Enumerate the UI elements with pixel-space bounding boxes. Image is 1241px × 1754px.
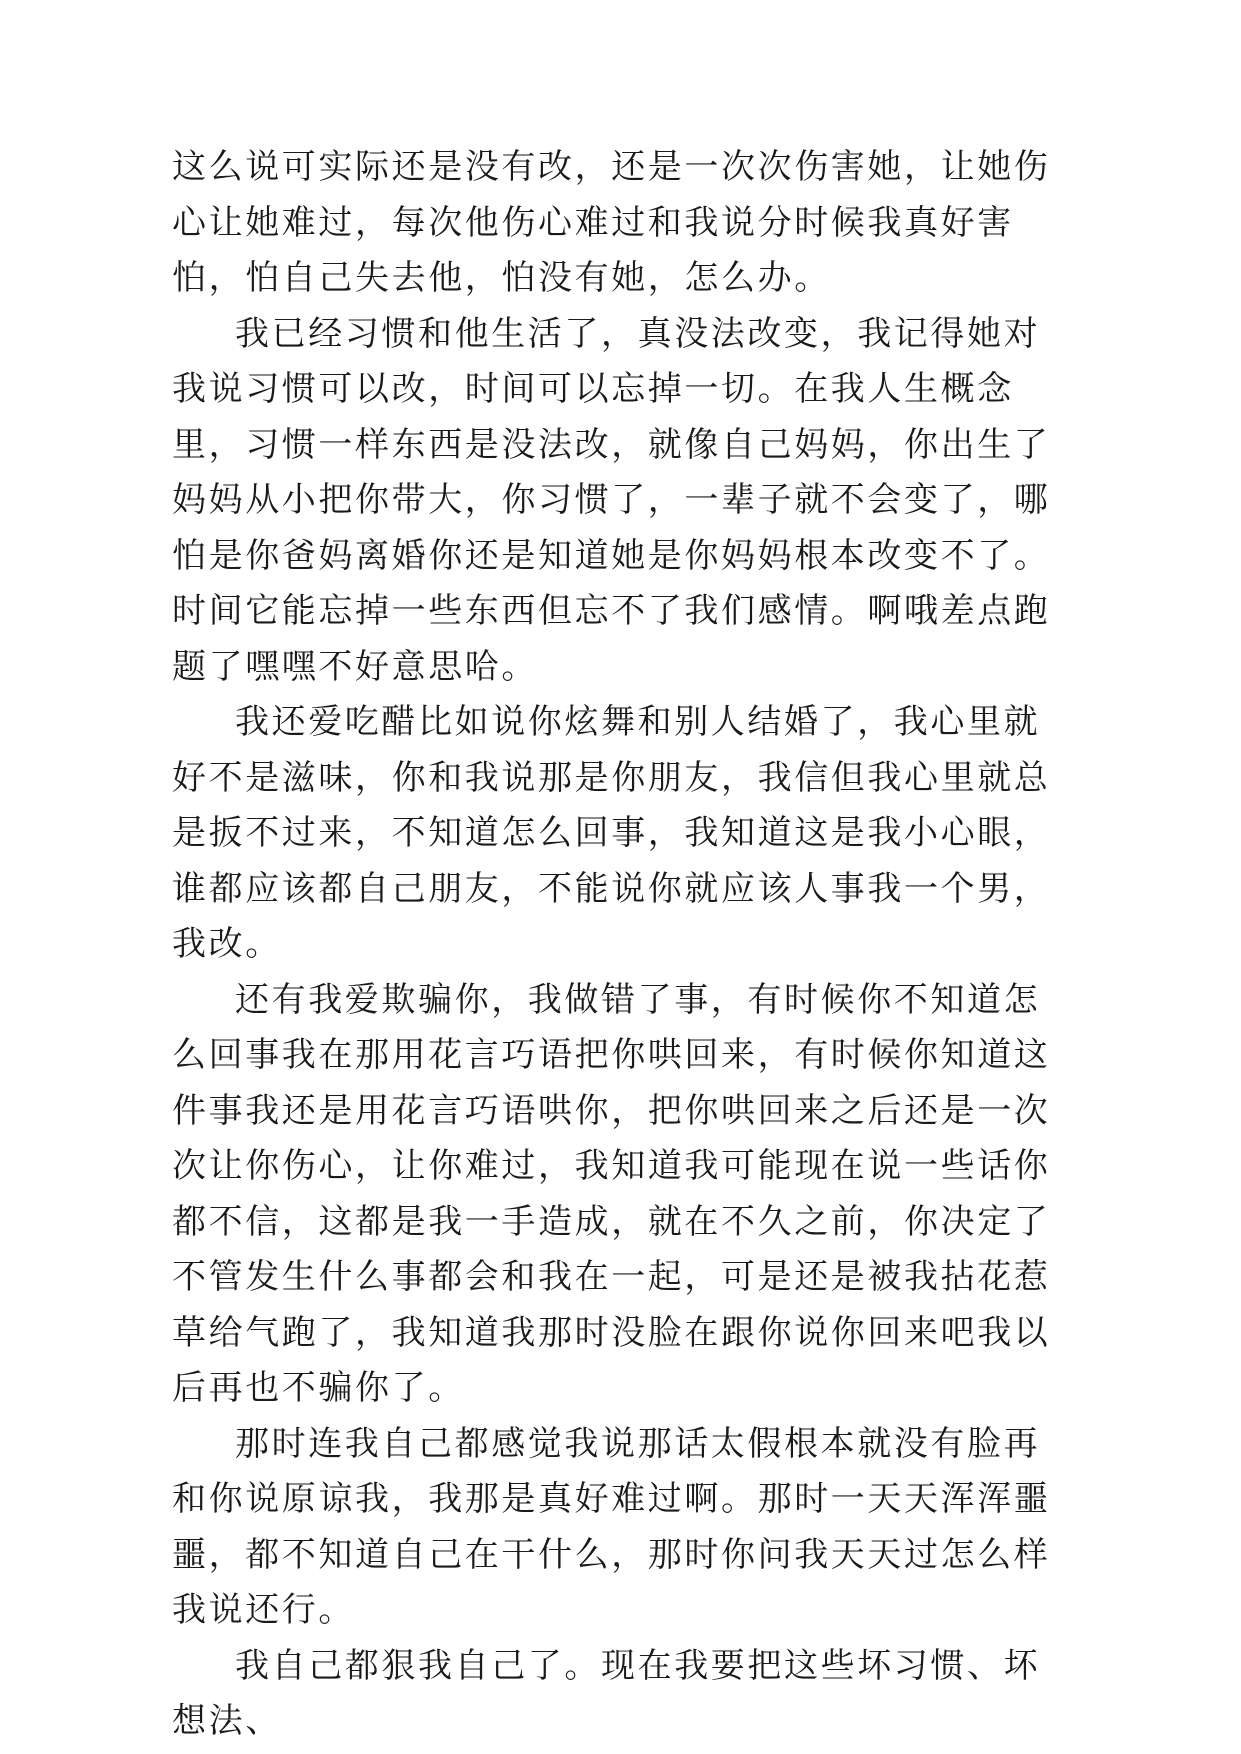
- paragraph-4: 还有我爱欺骗你，我做错了事，有时候你不知道怎么回事我在那用花言巧语把你哄回来，有时候你知道这件事我还是用花言巧语哄你，把你哄回来之后还是一次次让你伤心，让你难过，我知道我可能现在说一些话你都不信，这都是我一手造成，就在不久之前，你决定了不管发生什么事都会和我在一起，可是还是被我拈花惹草给气跑了，我知道我那时没脸在跟你说你回来吧我以后再也不骗你了。: [172, 979, 1051, 1408]
- paragraph-5: 那时连我自己都感觉我说那话太假根本就没有脸再和你说原谅我，我那是真好难过啊。那时一天天浑浑噩噩，都不知道自己在干什么，那时你问我天天过怎么样我说还行。: [172, 1423, 1051, 1630]
- paragraph-3: 我还爱吃醋比如说你炫舞和别人结婚了，我心里就好不是滋味，你和我说那是你朋友，我信但我心里就总是扳不过来，不知道怎么回事，我知道这是我小心眼，谁都应该都自己朋友，不能说你就应该人事我一个男，我改。: [172, 702, 1051, 964]
- paragraph-2: 我已经习惯和他生活了，真没法改变，我记得她对我说习惯可以改，时间可以忘掉一切。在我人生概念里，习惯一样东西是没法改，就像自己妈妈，你出生了妈妈从小把你带大，你习惯了，一辈子就不会变了，哪怕是你爸妈离婚你还是知道她是你妈妈根本改变不了。时间它能忘掉一些东西但忘不了我们感情。啊哦差点跑题了嘿嘿不好意思哈。: [172, 313, 1051, 687]
- paragraph-6: 我自己都狠我自己了。现在我要把这些坏习惯、坏想法、: [172, 1645, 1041, 1741]
- document-page: [172, 140, 1052, 1750]
- paragraph-1: 这么说可实际还是没有改，还是一次次伤害她，让她伤心让她难过，每次他伤心难过和我说分时候我真好害怕，怕自己失去他，怕没有她，怎么办。: [172, 147, 1051, 298]
